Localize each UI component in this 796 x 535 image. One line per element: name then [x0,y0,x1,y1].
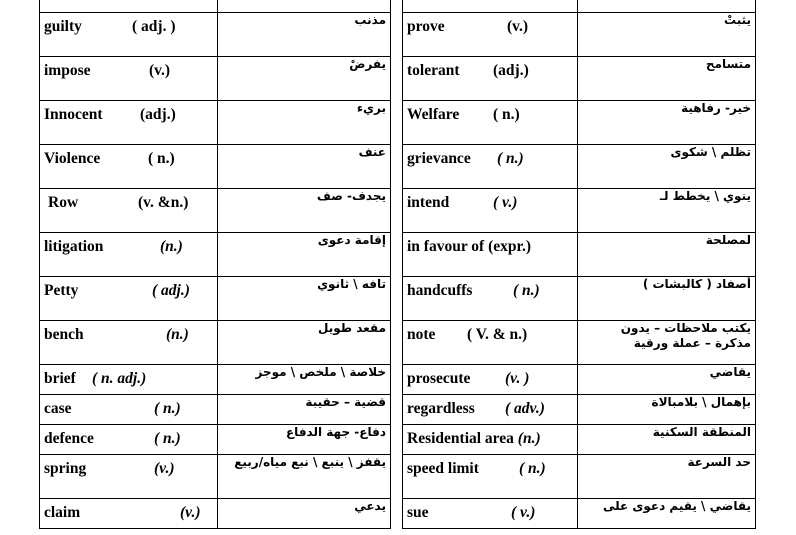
word: bench [44,326,84,343]
word-cell [40,145,218,189]
part-of-speech: (n.) [160,238,183,255]
table-row [40,455,391,499]
arabic-cell: عنف [218,145,391,189]
table-row [40,425,391,455]
word-cell [403,0,578,13]
word: Welfare [407,106,460,123]
arabic-cell: يكتب ملاحظات – يدون مذكرة – عملة ورقية [578,321,756,365]
part-of-speech: ( V. & n.) [467,326,528,343]
table-row [40,365,391,395]
arabic-cell: يجدف- صف [218,189,391,233]
word-cell [40,57,218,101]
table-row [40,233,391,277]
arabic-cell: يفرضْ [218,57,391,101]
word: Petty [44,282,79,299]
word: sue [407,504,429,521]
part-of-speech: ( adv.) [505,400,545,417]
word-cell [403,145,578,189]
arabic-cell: تافه \ ثانوي [218,277,391,321]
arabic-cell: خير- رفاهية [578,101,756,145]
arabic-cell: أصفاد ( كالبشات ) [578,277,756,321]
arabic-cell: يقاضي \ يقيم دعوى على [578,499,756,529]
part-of-speech: ( v.) [511,504,536,521]
word: impose [44,62,91,79]
arabic-cell: بإهمال \ بلامبالاة [578,395,756,425]
arabic-cell: دفاع- جهة الدفاع [218,425,391,455]
table-row [403,499,756,529]
word-cell [403,233,578,277]
arabic-cell: تظلم \ شكوى [578,145,756,189]
table-row [403,101,756,145]
word-cell [403,101,578,145]
table-row [40,57,391,101]
part-of-speech: ( n.) [154,400,181,417]
table-row [403,365,756,395]
part-of-speech: ( n.) [148,150,175,167]
word-cell [40,365,218,395]
word: Residential area [407,430,514,447]
word-cell [403,189,578,233]
table-row [403,455,756,499]
table-row [40,277,391,321]
word: spring [44,460,87,477]
table-row [40,499,391,529]
arabic-cell: يدعي [218,499,391,529]
table-row [403,0,756,13]
word: litigation [44,238,104,255]
table-row [403,13,756,57]
part-of-speech: ( n.) [519,460,546,477]
arabic-cell [218,0,391,13]
arabic-cell: يقفز \ ينبع \ نبع مياه/ربيع [218,455,391,499]
word-cell [40,499,218,529]
word-cell [40,0,218,13]
word: claim [44,504,81,521]
word: Violence [44,150,101,167]
part-of-speech: ( n.) [513,282,540,299]
word: grievance [407,150,471,167]
word: tolerant [407,62,460,79]
table-row [403,57,756,101]
word-cell [40,13,218,57]
word-cell [403,277,578,321]
arabic-cell: يقاضي [578,365,756,395]
arabic-cell: قضية – حقيبة [218,395,391,425]
word-cell [403,395,578,425]
table-row [403,233,756,277]
vocab-table-right [402,0,756,529]
arabic-cell: مقعد طويل [218,321,391,365]
part-of-speech: ( n.) [497,150,524,167]
word-cell [40,455,218,499]
part-of-speech: (v. ) [505,370,530,387]
arabic-cell: ينوي \ يخطط لـ [578,189,756,233]
word: case [44,400,72,417]
table-row [40,395,391,425]
arabic-cell: حد السرعة [578,455,756,499]
table-row [403,321,756,365]
word: in favour of (expr.) [407,238,531,255]
vocab-table-left [39,0,391,529]
word-cell [40,233,218,277]
word: prove [407,18,445,35]
word: handcuffs [407,282,473,299]
arabic-cell: بريء [218,101,391,145]
table-row [403,425,756,455]
word-cell [40,277,218,321]
word: note [407,326,436,343]
word-cell [403,499,578,529]
word: brief [44,370,76,387]
word: prosecute [407,370,471,387]
arabic-cell: يثبتْ [578,13,756,57]
word: Innocent [44,106,103,123]
word-cell [403,13,578,57]
part-of-speech: (v.) [154,460,175,477]
arabic-cell: خلاصة \ ملخص \ موجز [218,365,391,395]
word-cell [40,189,218,233]
part-of-speech: (v.) [180,504,201,521]
word-cell [403,57,578,101]
arabic-cell [578,0,756,13]
part-of-speech: ( adj.) [152,282,190,299]
word: regardless [407,400,475,417]
arabic-cell: مذنب [218,13,391,57]
word-cell [403,321,578,365]
word: guilty [44,18,82,35]
word-cell [40,101,218,145]
arabic-cell: إقامة دعوى [218,233,391,277]
table-row [40,321,391,365]
part-of-speech: ( v.) [493,194,518,211]
part-of-speech: ( n.) [493,106,520,123]
part-of-speech: (v. &n.) [138,194,189,211]
part-of-speech: (adj.) [493,62,529,79]
part-of-speech: (v.) [507,18,529,35]
table-row [40,101,391,145]
arabic-cell: المنطقة السكنية [578,425,756,455]
word: intend [407,194,450,211]
part-of-speech: ( adj. ) [132,18,176,35]
word: speed limit [407,460,479,477]
part-of-speech: (n.) [166,326,189,343]
table-row [40,13,391,57]
arabic-cell: لمصلحة [578,233,756,277]
word: defence [44,430,94,447]
table-row [403,189,756,233]
part-of-speech: (v.) [149,62,171,79]
word-cell [40,425,218,455]
table-row [403,395,756,425]
word-cell [40,321,218,365]
word-cell [40,395,218,425]
part-of-speech: ( n.) [154,430,181,447]
word-cell [403,365,578,395]
table-row [40,0,391,13]
part-of-speech: (adj.) [140,106,176,123]
table-row [403,277,756,321]
part-of-speech: (n.) [517,430,541,447]
part-of-speech: ( n. adj.) [92,370,147,387]
table-row [403,145,756,189]
table-row [40,145,391,189]
arabic-cell: متسامح [578,57,756,101]
word-cell [403,425,578,455]
table-row [40,189,391,233]
word-cell [403,455,578,499]
word: Row [48,194,79,211]
